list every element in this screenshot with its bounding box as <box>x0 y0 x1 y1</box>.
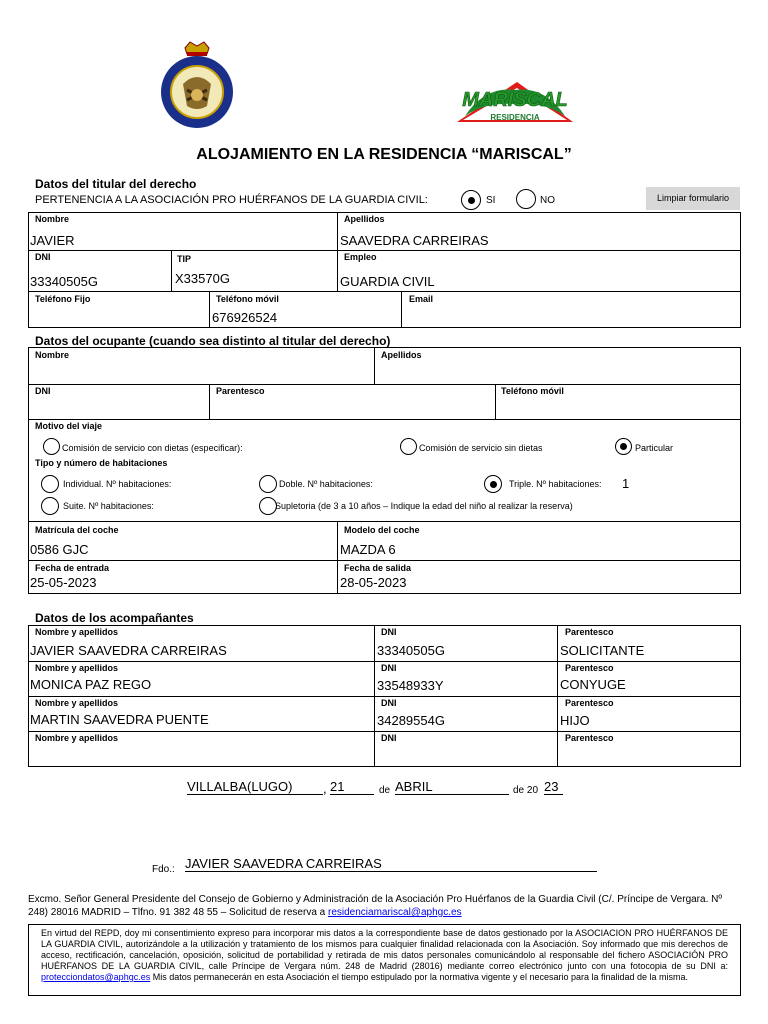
telefono-movil-field[interactable]: 676926524 <box>212 310 278 325</box>
telefono-movil-label: Teléfono móvil <box>216 294 279 304</box>
acompanante-parentesco-label: Parentesco <box>565 698 614 708</box>
de-label-1: de <box>379 785 391 796</box>
matricula-label: Matrícula del coche <box>35 525 119 535</box>
membership-si-label: SI <box>486 195 496 206</box>
section-heading-ocupante: Datos del ocupante (cuando sea distinto al titular del derecho) <box>35 334 391 348</box>
motivo-particular-radio[interactable] <box>615 438 632 455</box>
empleo-label: Empleo <box>344 252 377 262</box>
acompanante-parentesco-field[interactable]: SOLICITANTE <box>560 643 645 658</box>
room-individual-label: Individual. Nº habitaciones: <box>63 479 172 489</box>
room-doble-label: Doble. Nº habitaciones: <box>279 479 373 489</box>
ocupante-apellidos-label: Apellidos <box>381 350 422 360</box>
fecha-salida-label: Fecha de salida <box>344 563 412 573</box>
acompanante-dni-label: DNI <box>381 663 397 673</box>
motivo-comision-sin-dietas-label: Comisión de servicio sin dietas <box>419 443 543 453</box>
aphgc-logo <box>157 40 237 130</box>
acompanante-parentesco-field[interactable]: CONYUGE <box>560 677 626 692</box>
acompanante-dni-field[interactable]: 33340505G <box>377 643 445 658</box>
acompanante-nombre-field[interactable]: MONICA PAZ REGO <box>30 677 152 692</box>
room-triple-radio[interactable] <box>484 475 502 493</box>
footer-address-text: Excmo. Señor General Presidente del Consejo de Gobierno y Administración de la Asociación Pro Huérfanos de la Guardia Civil (C/. Príncipe de Vergara. Nº 248) 28016 MADRID – Tlfno. 91 382 48 55 – Solicitud de reserva a <box>28 894 723 918</box>
room-triple-count[interactable]: 1 <box>622 476 630 491</box>
room-suite-label: Suite. Nº habitaciones: <box>63 501 154 511</box>
anio-field[interactable]: 23 <box>544 779 563 795</box>
acompanante-dni-label: DNI <box>381 698 397 708</box>
room-individual-radio[interactable] <box>41 475 59 493</box>
mariscal-logo-text: MARISCAL <box>462 89 568 111</box>
ocupante-nombre-label: Nombre <box>35 350 70 360</box>
membership-si-radio[interactable] <box>461 190 481 210</box>
motivo-comision-sin-dietas-radio[interactable] <box>400 438 417 455</box>
acompanante-nombre-field[interactable]: MARTIN SAAVEDRA PUENTE <box>30 712 209 727</box>
modelo-field[interactable]: MAZDA 6 <box>340 542 396 557</box>
fecha-entrada-field[interactable]: 25-05-2023 <box>30 575 97 590</box>
motivo-comision-dietas-radio[interactable] <box>43 438 60 455</box>
dia-field[interactable]: 21 <box>330 779 374 795</box>
ocupante-telefono-label: Teléfono móvil <box>501 386 564 396</box>
acompanante-parentesco-label: Parentesco <box>565 733 614 743</box>
dni-label: DNI <box>35 252 51 262</box>
lugar-field[interactable]: VILLALBA(LUGO) <box>187 779 323 795</box>
footer-address <box>28 893 740 919</box>
legal-tail: Mis datos permanecerán en esta Asociación el tiempo estipulado por la normativa vigente y el necesario para la finalidad de la misma. <box>152 972 689 982</box>
legal-box <box>28 924 741 996</box>
room-doble-radio[interactable] <box>259 475 277 493</box>
fdo-label: Fdo.: <box>152 864 175 875</box>
modelo-label: Modelo del coche <box>344 525 420 535</box>
mes-field[interactable]: ABRIL <box>395 779 509 795</box>
room-triple-label: Triple. Nº habitaciones: <box>509 479 602 489</box>
ocupante-parentesco-label: Parentesco <box>216 386 265 396</box>
ocupante-dni-label: DNI <box>35 386 51 396</box>
nombre-field[interactable]: JAVIER <box>30 233 75 248</box>
tip-label: TIP <box>177 254 192 264</box>
motivo-comision-dietas-label: Comisión de servicio con dietas (especificar): <box>62 443 243 453</box>
mariscal-logo <box>455 76 575 124</box>
privacy-email-link[interactable]: protecciondatos@aphgc.es <box>41 972 151 982</box>
tipo-habitaciones-label: Tipo y número de habitaciones <box>35 458 168 468</box>
section-heading-acompanantes: Datos de los acompañantes <box>35 611 194 625</box>
dni-field[interactable]: 33340505G <box>30 274 98 289</box>
acompanante-parentesco-field[interactable]: HIJO <box>560 713 590 728</box>
acompanante-parentesco-label: Parentesco <box>565 627 614 637</box>
telefono-fijo-label: Teléfono Fijo <box>35 294 91 304</box>
legal-text <box>41 928 728 983</box>
tip-field[interactable]: X33570G <box>175 271 230 286</box>
membership-no-radio[interactable] <box>516 189 536 209</box>
apellidos-field[interactable]: SAAVEDRA CARREIRAS <box>340 233 489 248</box>
fdo-field[interactable]: JAVIER SAAVEDRA CARREIRAS <box>185 856 597 872</box>
room-supletoria-label: Supletoria (de 3 a 10 años – Indique la edad del niño al realizar la reserva) <box>275 501 573 511</box>
motivo-particular-label: Particular <box>635 443 674 453</box>
legal-body: En virtud del REPD, doy mi consentimiento expreso para incorporar mis datos a la correspondiente base de datos gestionado por la ASOCIACION PRO HUÉRFANOS DE LA GUARDIA CIVIL, autorizándole a la utilización y tratamiento de los mismos para cualquier finalidad relacionada con la Asociación. Soy informado que mis derechos de acceso, rectificación, cancelación, oposición, solicitud de portabilidad y retirada de mis datos personales comunicándolo al responsable del fichero ASOCIACIÓN PRO HUÉRFANOS DE LA GUARDIA CIVIL, calle Príncipe de Vergara núm. 248 de Madrid (28016) mediante correo electrónico junto con una fotocopia de su DNI a: <box>41 928 728 971</box>
acompanante-parentesco-label: Parentesco <box>565 663 614 673</box>
reservation-email-link[interactable]: residenciamariscal@aphgc.es <box>328 907 462 918</box>
fecha-salida-field[interactable]: 28-05-2023 <box>340 575 407 590</box>
acompanante-nombre-field[interactable]: JAVIER SAAVEDRA CARREIRAS <box>30 643 227 658</box>
motivo-label: Motivo del viaje <box>35 421 103 431</box>
nombre-label: Nombre <box>35 214 70 224</box>
room-suite-radio[interactable] <box>41 497 59 515</box>
page-title: ALOJAMIENTO EN LA RESIDENCIA “MARISCAL” <box>196 146 572 163</box>
section-heading-titular: Datos del titular del derecho <box>35 177 197 191</box>
titular-box <box>28 212 741 328</box>
de-label-2: de 20 <box>513 785 539 796</box>
acompanante-dni-field[interactable]: 34289554G <box>377 713 445 728</box>
acompanante-nombre-label: Nombre y apellidos <box>35 627 119 637</box>
membership-no-label: NO <box>540 195 555 206</box>
membership-question: PERTENENCIA A LA ASOCIACIÓN PRO HUÉRFANOS DE LA GUARDIA CIVIL: <box>35 194 428 206</box>
acompanante-nombre-label: Nombre y apellidos <box>35 733 119 743</box>
acompanante-dni-label: DNI <box>381 733 397 743</box>
acompanante-nombre-label: Nombre y apellidos <box>35 698 119 708</box>
empleo-field[interactable]: GUARDIA CIVIL <box>340 274 435 289</box>
acompanante-nombre-label: Nombre y apellidos <box>35 663 119 673</box>
acompanante-dni-label: DNI <box>381 627 397 637</box>
fecha-entrada-label: Fecha de entrada <box>35 563 110 573</box>
acompanante-dni-field[interactable]: 33548933Y <box>377 678 444 693</box>
reset-form-button[interactable]: Limpiar formulario <box>646 187 740 210</box>
lugar-comma: , <box>323 781 327 796</box>
apellidos-label: Apellidos <box>344 214 385 224</box>
matricula-field[interactable]: 0586 GJC <box>30 542 89 557</box>
email-label: Email <box>409 294 434 304</box>
mariscal-logo-sub: RESIDENCIA <box>490 113 540 122</box>
